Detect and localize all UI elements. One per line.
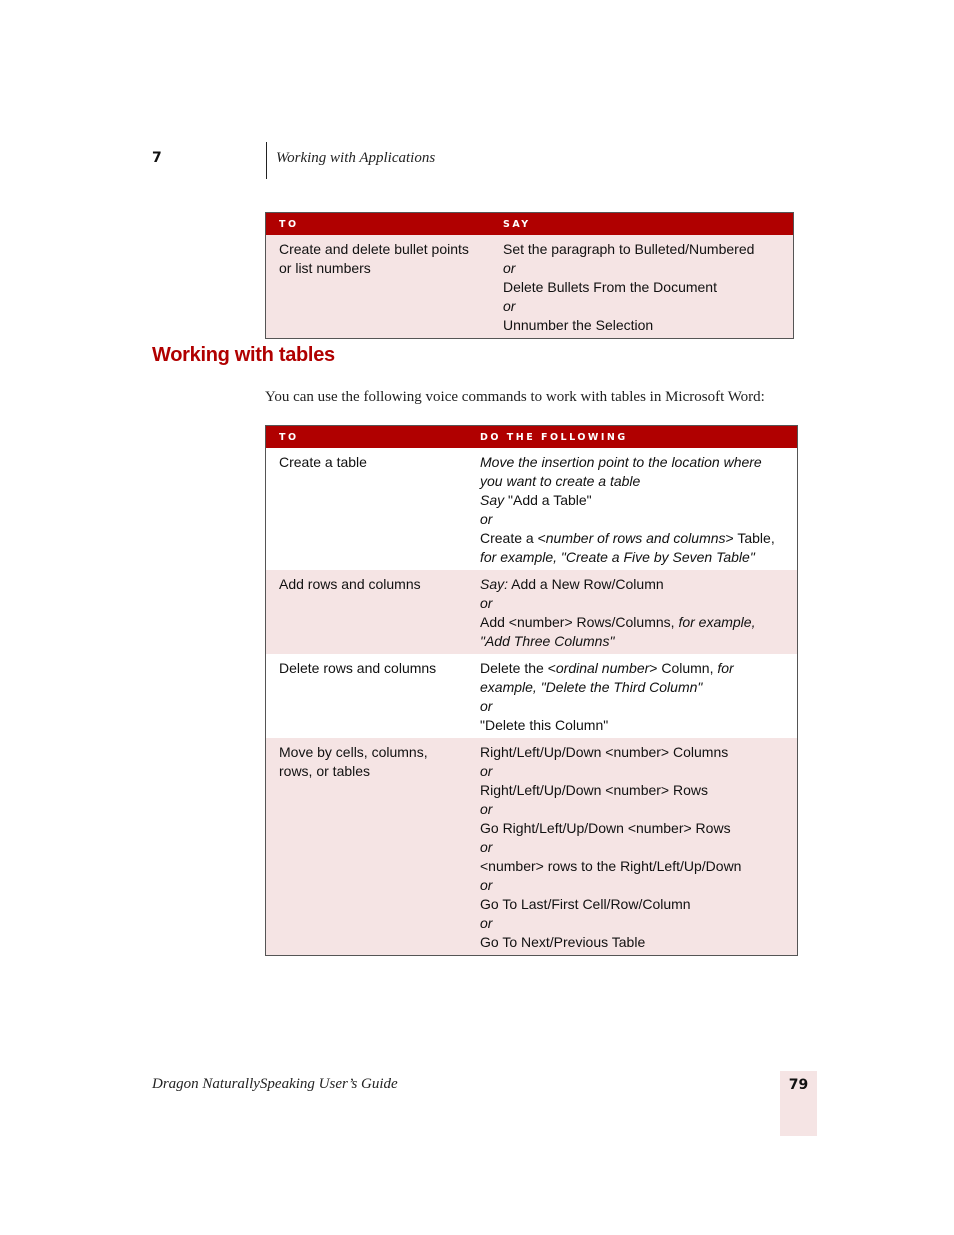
command-line: Delete Bullets From the Document [503,279,717,295]
tables-command-table [265,425,798,956]
bullets-command-table [265,212,794,339]
header-divider [266,142,267,179]
footer-book-title: Dragon NaturallySpeaking User’s Guide [152,1076,398,1092]
table-row [266,570,798,654]
placeholder-text: ordinal number [555,660,650,676]
or-separator: or [480,877,493,893]
or-separator: or [480,763,493,779]
task-cell: Delete rows and columns [266,654,468,738]
table-header-row [266,426,798,449]
instruction-line: Right/Left/Up/Down <number> Columns [480,744,729,760]
or-separator: or [480,698,493,714]
command-cell [490,235,794,339]
example-text: for example, "Add Three Columns" [480,614,756,649]
running-header-title: Working with Applications [276,150,436,166]
instruction-line: Move the insertion point to the location where you want to create a table [480,454,762,489]
command-text: Add a New Row/Column [508,576,664,592]
table-header-row [266,213,794,236]
or-separator: or [480,915,493,931]
command-line: Unnumber the Selection [503,317,654,333]
instruction-line [480,613,784,651]
instruction-cell [467,738,798,956]
command-text: > Table, [725,530,775,546]
command-text: "Add a Table" [504,492,592,508]
instruction-line: Go To Next/Previous Table [480,934,646,950]
table-row [266,448,798,570]
or-separator: or [503,260,516,276]
instruction-line [480,529,784,567]
instruction-line: Go To Last/First Cell/Row/Column [480,896,691,912]
task-cell: Create a table [266,448,468,570]
page-number: 79 [788,1077,809,1093]
placeholder-text: number of rows and columns [545,530,726,546]
instruction-line [480,491,784,510]
intro-paragraph: You can use the following voice commands to work with tables in Microsoft Word: [265,389,765,405]
or-separator: or [480,511,493,527]
section-heading: Working with tables [152,344,335,366]
page-number-tab [780,1071,817,1136]
instruction-line [480,575,784,594]
chapter-number: 7 [152,150,162,166]
example-text: for example, "Delete the Third Column" [480,660,734,695]
table-row [266,738,798,956]
say-label: Say: [480,576,509,592]
instruction-cell [467,448,798,570]
command-text: Add <number> Rows/Columns, [480,614,679,630]
instruction-line: "Delete this Column" [480,717,609,733]
or-separator: or [503,298,516,314]
command-text: > Column, [649,660,718,676]
or-separator: or [480,801,493,817]
task-cell: Move by cells, columns, rows, or tables [266,738,468,956]
table-row [266,654,798,738]
instruction-line: Go Right/Left/Up/Down <number> Rows [480,820,731,836]
or-separator: or [480,839,493,855]
example-text: for example, "Create a Five by Seven Table" [480,549,755,565]
column-header-say: SAY [490,213,794,236]
column-header-to: TO [266,213,491,236]
task-cell: Create and delete bullet points or list numbers [266,235,491,339]
instruction-line: <number> rows to the Right/Left/Up/Down [480,858,742,874]
instruction-cell [467,654,798,738]
column-header-to: TO [266,426,468,449]
say-label: Say [480,492,505,508]
or-separator: or [480,595,493,611]
instruction-line: Right/Left/Up/Down <number> Rows [480,782,708,798]
command-text: Create a < [480,530,546,546]
command-line: Set the paragraph to Bulleted/Numbered [503,241,755,257]
task-cell: Add rows and columns [266,570,468,654]
instruction-cell [467,570,798,654]
column-header-do-the-following: DO THE FOLLOWING [467,426,798,449]
command-text: Delete the < [480,660,556,676]
table-row [266,235,794,339]
instruction-line [480,659,784,697]
